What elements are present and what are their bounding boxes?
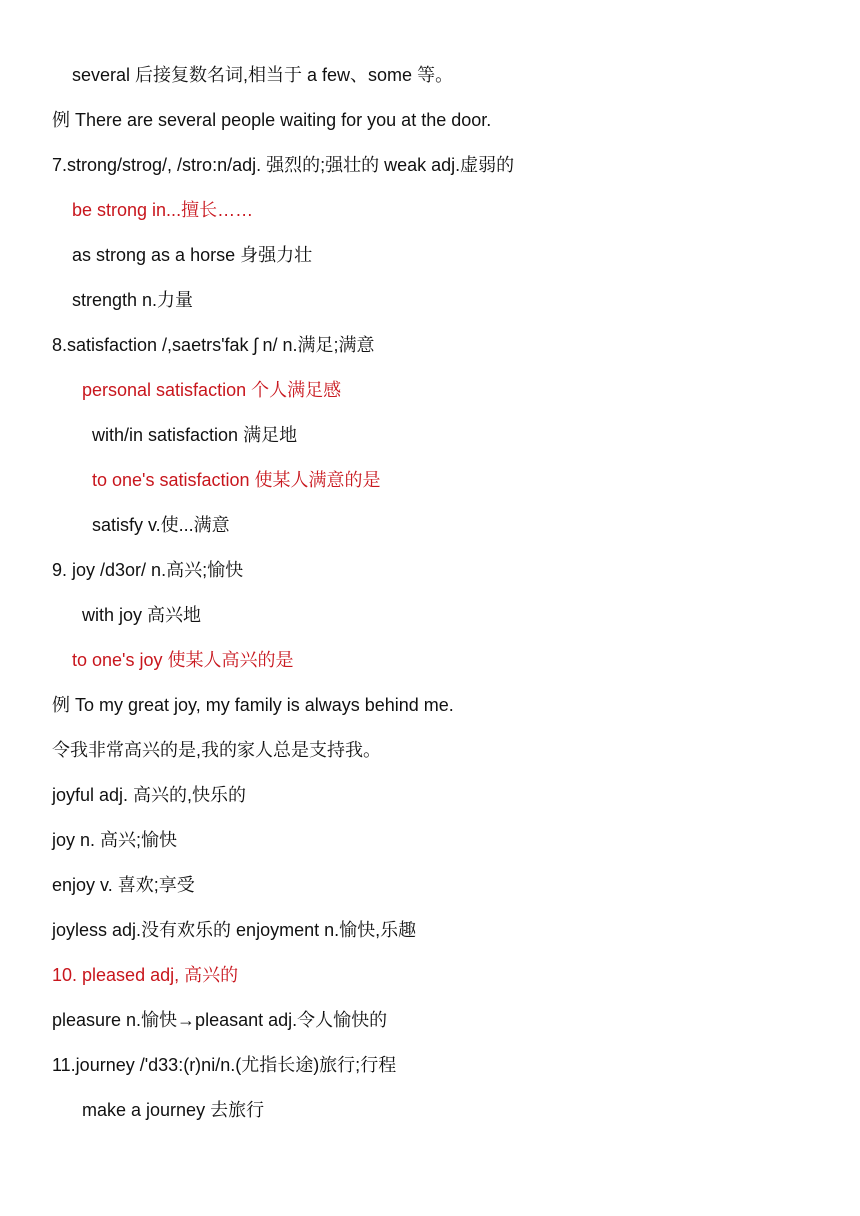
text-line: 例 There are several people waiting for you at the door. — [52, 110, 492, 130]
text-line: satisfy v.使...满意 — [92, 515, 230, 535]
text-line: pleasure n.愉快→pleasant adj.令人愉快的 — [52, 1010, 388, 1030]
text-line: joyless adj.没有欢乐的 enjoyment n.愉快,乐趣 — [52, 920, 417, 940]
text-line: enjoy v. 喜欢;享受 — [52, 875, 195, 895]
text-line: 10. pleased adj, 高兴的 — [52, 965, 239, 985]
text-line: 9. joy /d3or/ n.高兴;愉快 — [52, 560, 244, 580]
text-line: as strong as a horse 身强力壮 — [72, 245, 313, 265]
text-line: be strong in...擅长…… — [72, 200, 254, 220]
text-line: to one's satisfaction 使某人满意的是 — [92, 470, 381, 490]
text-line: 11.journey /'d33:(r)ni/n.(尤指长途)旅行;行程 — [52, 1055, 397, 1075]
text-line: 例 To my great joy, my family is always behind me. — [52, 695, 454, 715]
text-line: personal satisfaction 个人满足感 — [82, 380, 342, 400]
text-line: to one's joy 使某人高兴的是 — [72, 650, 294, 670]
text-line: strength n.力量 — [72, 290, 194, 310]
text-line: joy n. 高兴;愉快 — [52, 830, 178, 850]
text-line: 7.strong/strog/, /stro:n/adj. 强烈的;强壮的 weak adj.虚弱的 — [52, 155, 515, 175]
text-line: 8.satisfaction /,saetrs'fak ʃ n/ n.满足;满意 — [52, 335, 375, 355]
text-line: joyful adj. 高兴的,快乐的 — [52, 785, 247, 805]
text-line: 令我非常高兴的是,我的家人总是支持我。 — [52, 740, 381, 760]
text-line: with/in satisfaction 满足地 — [92, 425, 298, 445]
text-line: with joy 高兴地 — [82, 605, 202, 625]
text-line: several 后接复数名词,相当于 a few、some 等。 — [72, 65, 454, 85]
text-line: make a journey 去旅行 — [82, 1100, 265, 1120]
